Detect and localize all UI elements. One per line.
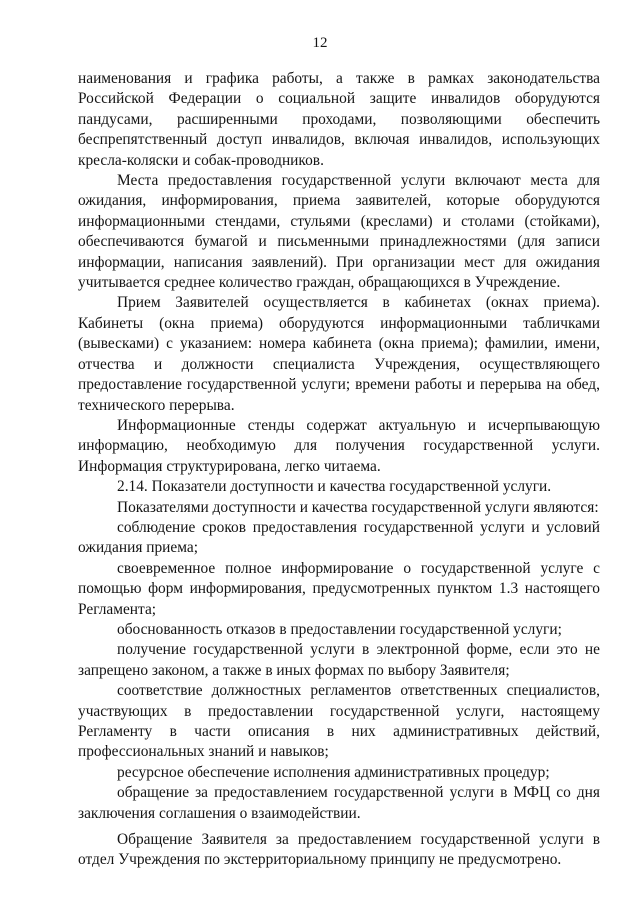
list-item-electronic-form: получение государственной услуги в электронной форме, если это не запрещено законом, а также в иных формах по выбору Заявителя; xyxy=(78,641,600,679)
list-item-informing: своевременное полное информирование о государственной услуге с помощью форм информирования, предусмотренных пунктом 1.3 настоящего Регламента; xyxy=(78,559,600,618)
list-item-deadlines: соблюдение сроков предоставления государственной услуги и условий ожидания приема; xyxy=(78,518,600,557)
list-item-resources: ресурсное обеспечение исполнения административных процедур; xyxy=(117,763,550,781)
paragraph-info-stands: Информационные стенды содержат актуальную и исчерпывающую информацию, необходимую для получения государственной услуги. Информация структурирована, легко читаема. xyxy=(78,416,600,475)
paragraph-reception-offices: Прием Заявителей осуществляется в кабинетах (окнах приема). Кабинеты (окна приема) оборудуются информационными табличками (вывесками) с указанием: номера кабинета (окна приема); фамилии, имени, отчества и должности специалиста Учреждения, осуществляющего предоставление государственной услуги; времени работы и перерыва на обед, технического перерыва. xyxy=(78,294,600,414)
paragraph-waiting-areas: Места предоставления государственной услуги включают места для ожидания, информирования, приема заявителей, которые оборудуются информационными стендами, стульями (креслами) и столами (стойками), обеспечиваются бумагой и письменными принадлежностями (для записи информации, написания заявлений). При организации мест для ожидания учитывается среднее количество граждан, обращающихся в Учреждение. xyxy=(78,172,600,292)
list-item-refusals: обоснованность отказов в предоставлении государственной услуги; xyxy=(117,620,562,638)
page-number: 12 xyxy=(312,35,328,51)
paragraph-indicators-intro: Показателями доступности и качества государственной услуги являются: xyxy=(117,498,599,516)
list-item-regulations: соответствие должностных регламентов ответственных специалистов, участвующих в предоставлении государственной услуги, настоящему Регламенту в части описания в них административных действий, профессиональных знаний и навыков; xyxy=(78,682,600,761)
list-item-mfc: обращение за предоставлением государственной услуги в МФЦ со дня заключения соглашения о взаимодействии. xyxy=(78,784,600,822)
document-body xyxy=(78,69,600,871)
paragraph-accessibility-equipment: наименования и графика работы, а также в рамках законодательства Российской Федерации о социальной защите инвалидов оборудуются пандусами, расширенными проходами, позволяющими обеспечить беспрепятственный доступ инвалидов, включая инвалидов, использующих кресла-коляски и собак-проводников. xyxy=(78,70,600,169)
paragraph-extraterritorial: Обращение Заявителя за предоставлением государственной услуги в отдел Учреждения по экстерриториальному принципу не предусмотрено. xyxy=(78,831,600,869)
section-heading-2-14: 2.14. Показатели доступности и качества государственной услуги. xyxy=(117,478,552,496)
